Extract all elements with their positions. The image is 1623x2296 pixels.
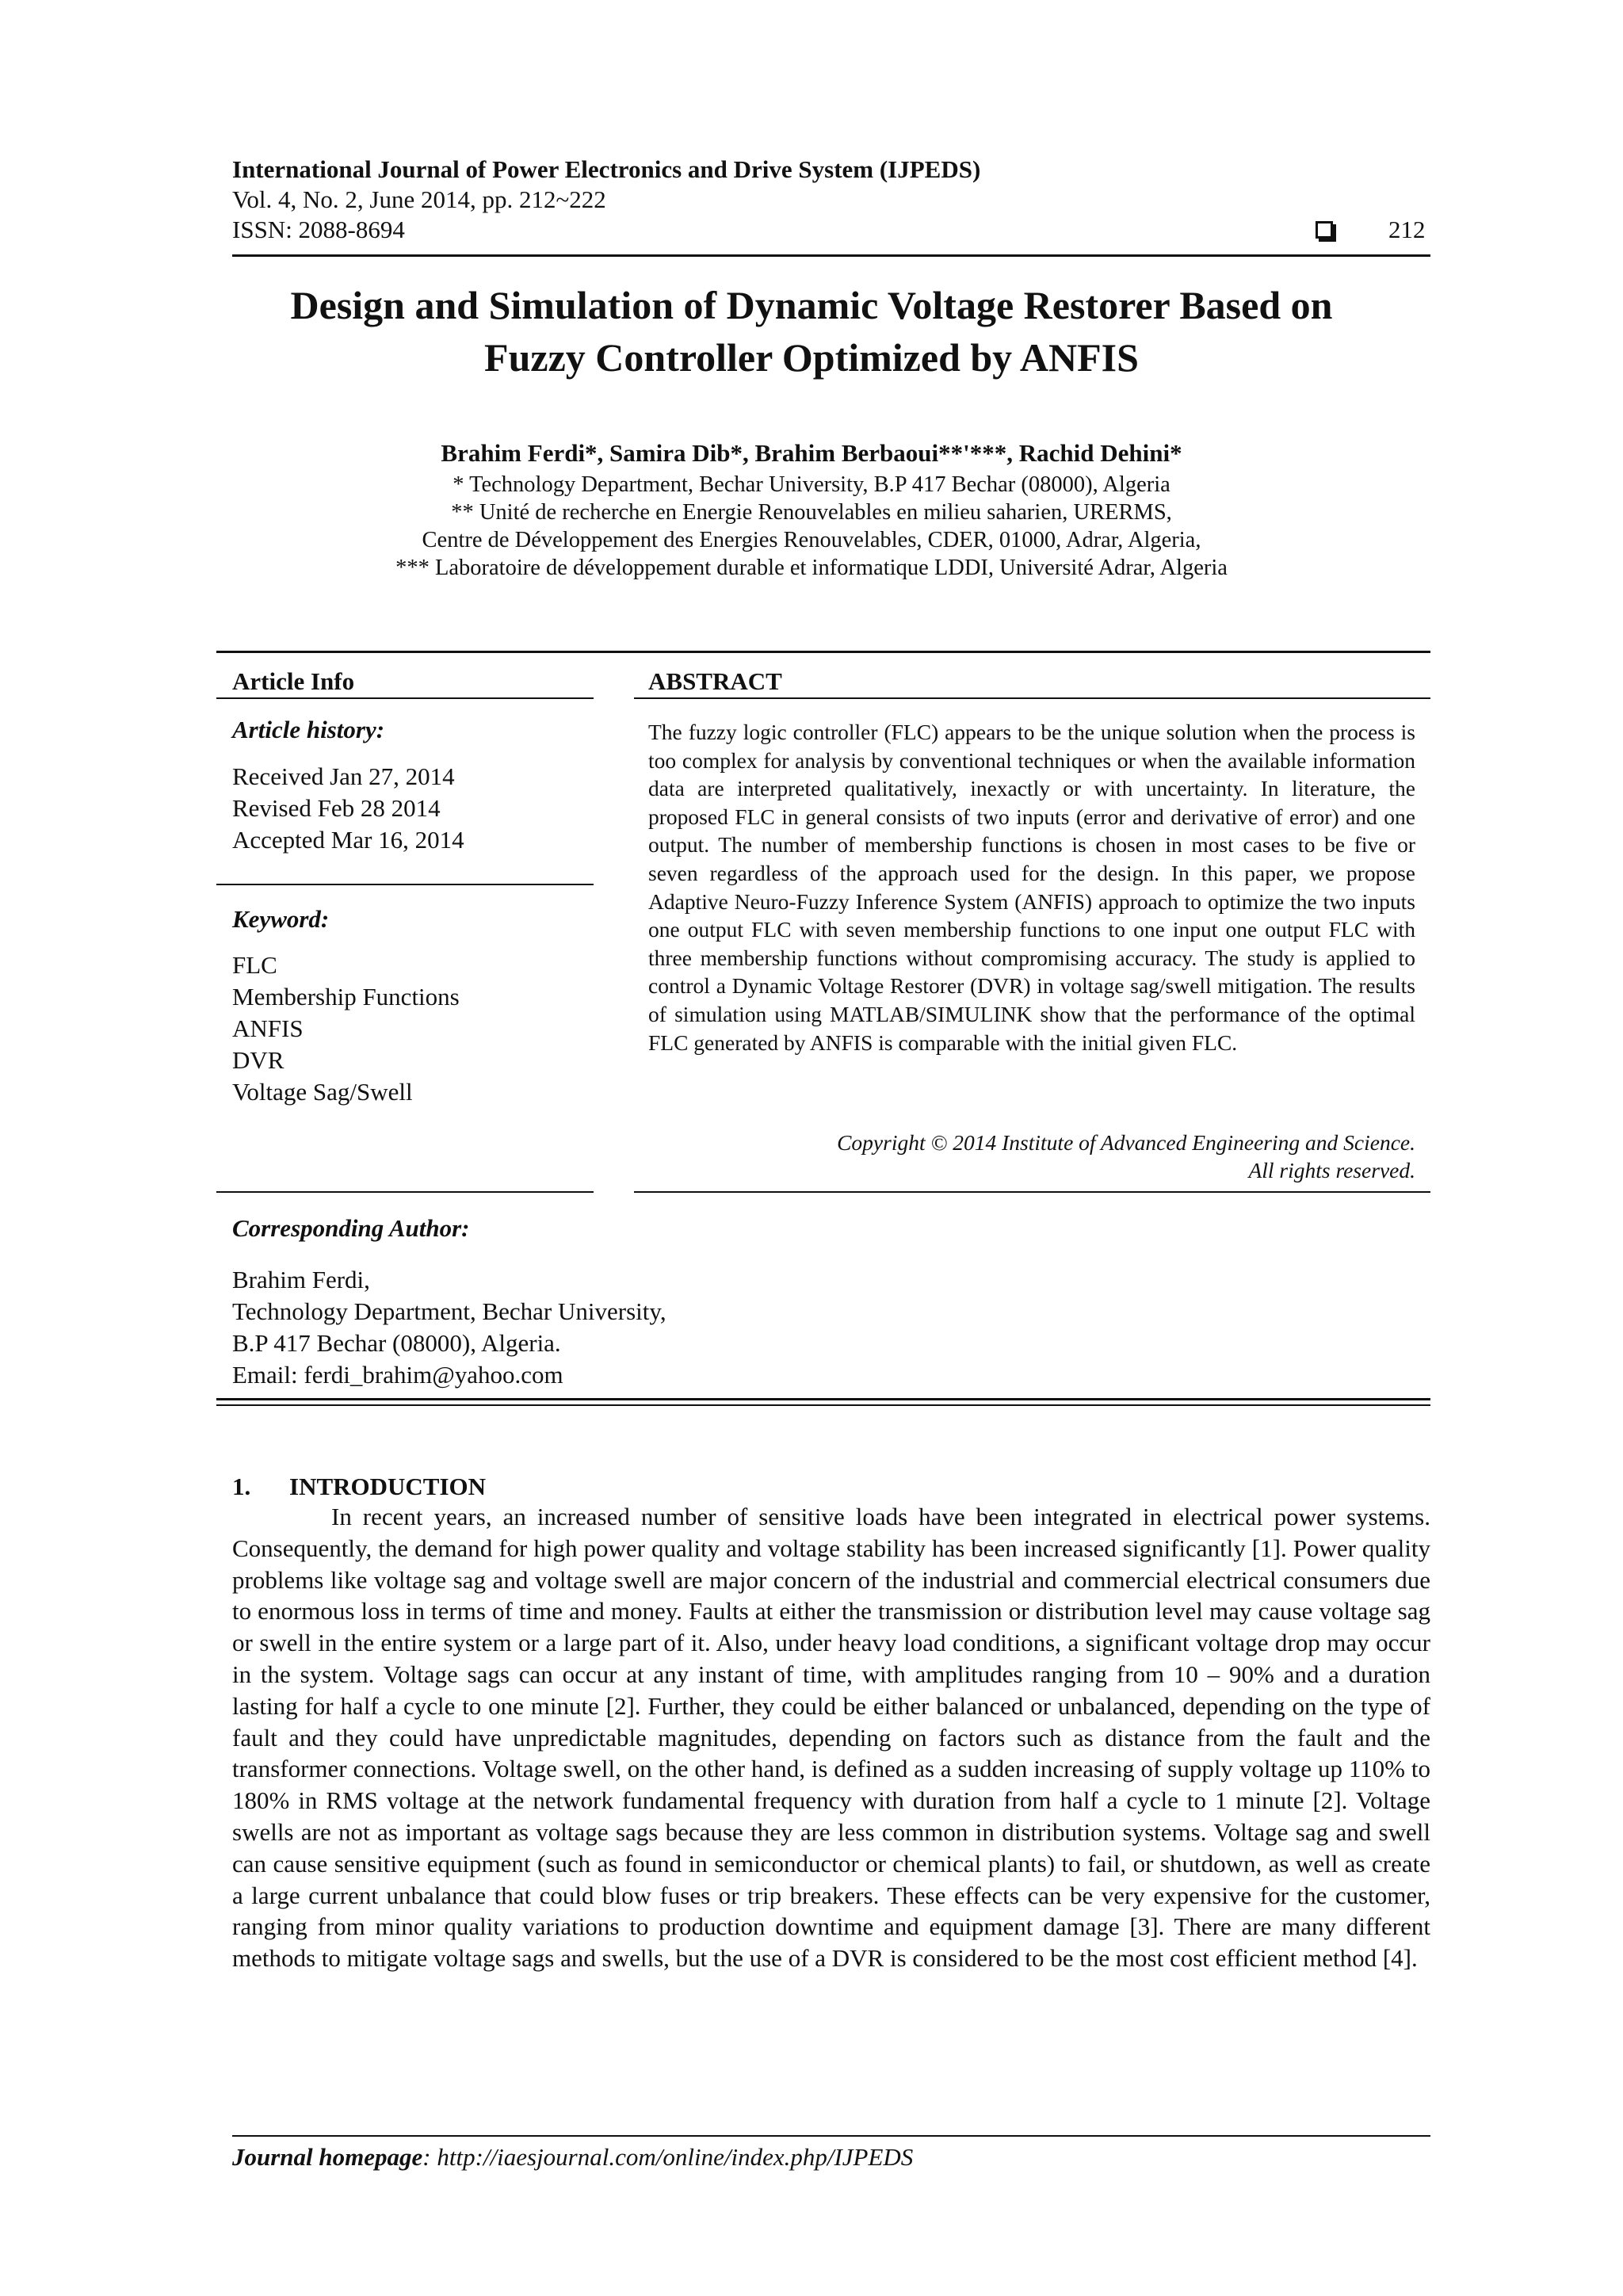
journal-homepage-label: Journal homepage bbox=[232, 2143, 423, 2171]
corresponding-author-heading: Corresponding Author: bbox=[232, 1214, 470, 1242]
section-number: 1. bbox=[232, 1473, 251, 1500]
square-box-icon bbox=[1316, 221, 1333, 239]
info-box-bottom-rule-2 bbox=[216, 1404, 1430, 1406]
keyword-item: DVR bbox=[232, 1046, 285, 1074]
paper-title-line-1: Design and Simulation of Dynamic Voltage Restorer Based on bbox=[290, 283, 1333, 327]
copyright-line-2: All rights reserved. bbox=[1248, 1158, 1415, 1182]
article-history bbox=[232, 761, 464, 856]
history-received: Received Jan 27, 2014 bbox=[232, 762, 455, 790]
footer bbox=[232, 2143, 913, 2172]
abstract-text: The fuzzy logic controller (FLC) appears to be the unique solution when the process is too complex for analysis by conventional techniques or when the available information data are interpreted qualitatively, inexactly or with uncertainty. In literature, the proposed FLC in general consists of two inputs (error and derivative of error) and one output. The number of membership functions is chosen in most cases to be five or seven regardless of the approach used for the design. In this paper, we propose Adaptive Neuro-Fuzzy Inference System (ANFIS) approach to optimize the two inputs one output FLC with seven membership functions to one input one output FLC with three membership functions without compromising accuracy. The study is applied to control a Dynamic Voltage Restorer (DVR) in voltage sag/swell mitigation. The results of simulation using MATLAB/SIMULINK show that the performance of the optimal FLC generated by ANFIS is comparable with the initial given FLC. bbox=[648, 720, 1415, 1055]
page-number: 212 bbox=[1388, 216, 1426, 243]
history-revised: Revised Feb 28 2014 bbox=[232, 794, 441, 822]
affiliation: *** Laboratoire de développement durable et informatique LDDI, Université Adrar, Algeria bbox=[395, 556, 1228, 580]
header-rule bbox=[232, 254, 1430, 257]
keyword-list bbox=[232, 949, 460, 1108]
journal-homepage-link[interactable]: http://iaesjournal.com/online/index.php/IJPEDS bbox=[437, 2143, 914, 2171]
section-title: INTRODUCTION bbox=[289, 1473, 487, 1500]
keyword-heading: Keyword: bbox=[232, 905, 330, 933]
keyword-item: ANFIS bbox=[232, 1014, 304, 1042]
keyword-rule bbox=[216, 884, 594, 885]
keyword-item: FLC bbox=[232, 951, 277, 979]
journal-volume: Vol. 4, No. 2, June 2014, pp. 212~222 bbox=[232, 185, 606, 213]
article-history-heading: Article history: bbox=[232, 716, 385, 743]
corresponding-address: B.P 417 Bechar (08000), Algeria. bbox=[232, 1329, 561, 1357]
history-accepted: Accepted Mar 16, 2014 bbox=[232, 826, 464, 854]
corresponding-rule bbox=[216, 1191, 594, 1193]
affiliations bbox=[158, 471, 1465, 582]
paper-title bbox=[158, 279, 1465, 384]
article-info-rule bbox=[216, 697, 594, 699]
article-info-heading: Article Info bbox=[232, 667, 355, 695]
paper-title-line-2: Fuzzy Controller Optimized by ANFIS bbox=[484, 335, 1139, 380]
abstract-heading: ABSTRACT bbox=[648, 667, 782, 695]
keyword-item: Membership Functions bbox=[232, 983, 460, 1010]
copyright-notice bbox=[648, 1129, 1415, 1184]
keyword-item: Voltage Sag/Swell bbox=[232, 1078, 413, 1106]
copyright-line-1: Copyright © 2014 Institute of Advanced Engineering and Science. bbox=[837, 1130, 1415, 1155]
corresponding-name: Brahim Ferdi, bbox=[232, 1266, 370, 1293]
introduction-paragraph: In recent years, an increased number of sensitive loads have been integrated in electrical power systems. Consequently, the demand for high power quality and voltage stability has been increased significantly [1]. Power quality problems like voltage sag and voltage swell are major concern of the industrial and commercial electrical consumers due to enormous loss in terms of time and money. Faults at either the transmission or distribution level may cause voltage sag or swell in the entire system or a large part of it. Also, under heavy load conditions, a significant voltage drop may occur in the system. Voltage sags can occur at any instant of time, with amplitudes ranging from 10 – 90% and a duration lasting for half a cycle to one minute [2]. Further, they could be either balanced or unbalanced, depending on the type of fault and they could have unpredictable magnitudes, depending on factors such as distance from the fault and the transformer connections. Voltage swell, on the other hand, is defined as a sudden increasing of supply voltage up 110% to 180% in RMS voltage at the network fundamental frequency with duration from half a cycle to 1 minute [2]. Voltage swells are not as important as voltage sags because they are less common in distribution systems. Voltage sag and swell can cause sensitive equipment (such as found in semiconductor or chemical plants) to fail, or shutdown, as well as create a large current unbalance that could blow fuses or trip breakers. These effects can be very expensive for the customer, ranging from minor quality variations to production downtime and equipment damage [3]. There are many different methods to mitigate voltage sags and swells, but the use of a DVR is considered to be the most cost efficient method [4]. bbox=[232, 1503, 1430, 1973]
corresponding-author-details bbox=[232, 1264, 666, 1391]
footer-rule bbox=[232, 2135, 1430, 2137]
affiliation: ** Unité de recherche en Energie Renouvelables en milieu saharien, URERMS, bbox=[451, 500, 1172, 525]
footer-colon: : bbox=[422, 2143, 437, 2171]
section-heading bbox=[232, 1473, 486, 1501]
authors: Brahim Ferdi*, Samira Dib*, Brahim Berbaoui**'***, Rachid Dehini* bbox=[441, 439, 1182, 467]
info-box-top-rule bbox=[216, 651, 1430, 653]
journal-issn: ISSN: 2088-8694 bbox=[232, 216, 405, 243]
affiliation: Centre de Développement des Energies Renouvelables, CDER, 01000, Adrar, Algeria, bbox=[422, 528, 1201, 552]
affiliation: * Technology Department, Bechar University, B.P 417 Bechar (08000), Algeria bbox=[453, 472, 1170, 497]
corresponding-email: Email: ferdi_brahim@yahoo.com bbox=[232, 1361, 563, 1389]
journal-title: International Journal of Power Electronics and Drive System (IJPEDS) bbox=[232, 155, 981, 183]
abstract-bottom-rule bbox=[634, 1191, 1430, 1193]
abstract-rule bbox=[634, 697, 1430, 699]
info-box-bottom-rule bbox=[216, 1398, 1430, 1400]
corresponding-department: Technology Department, Bechar University, bbox=[232, 1297, 666, 1325]
